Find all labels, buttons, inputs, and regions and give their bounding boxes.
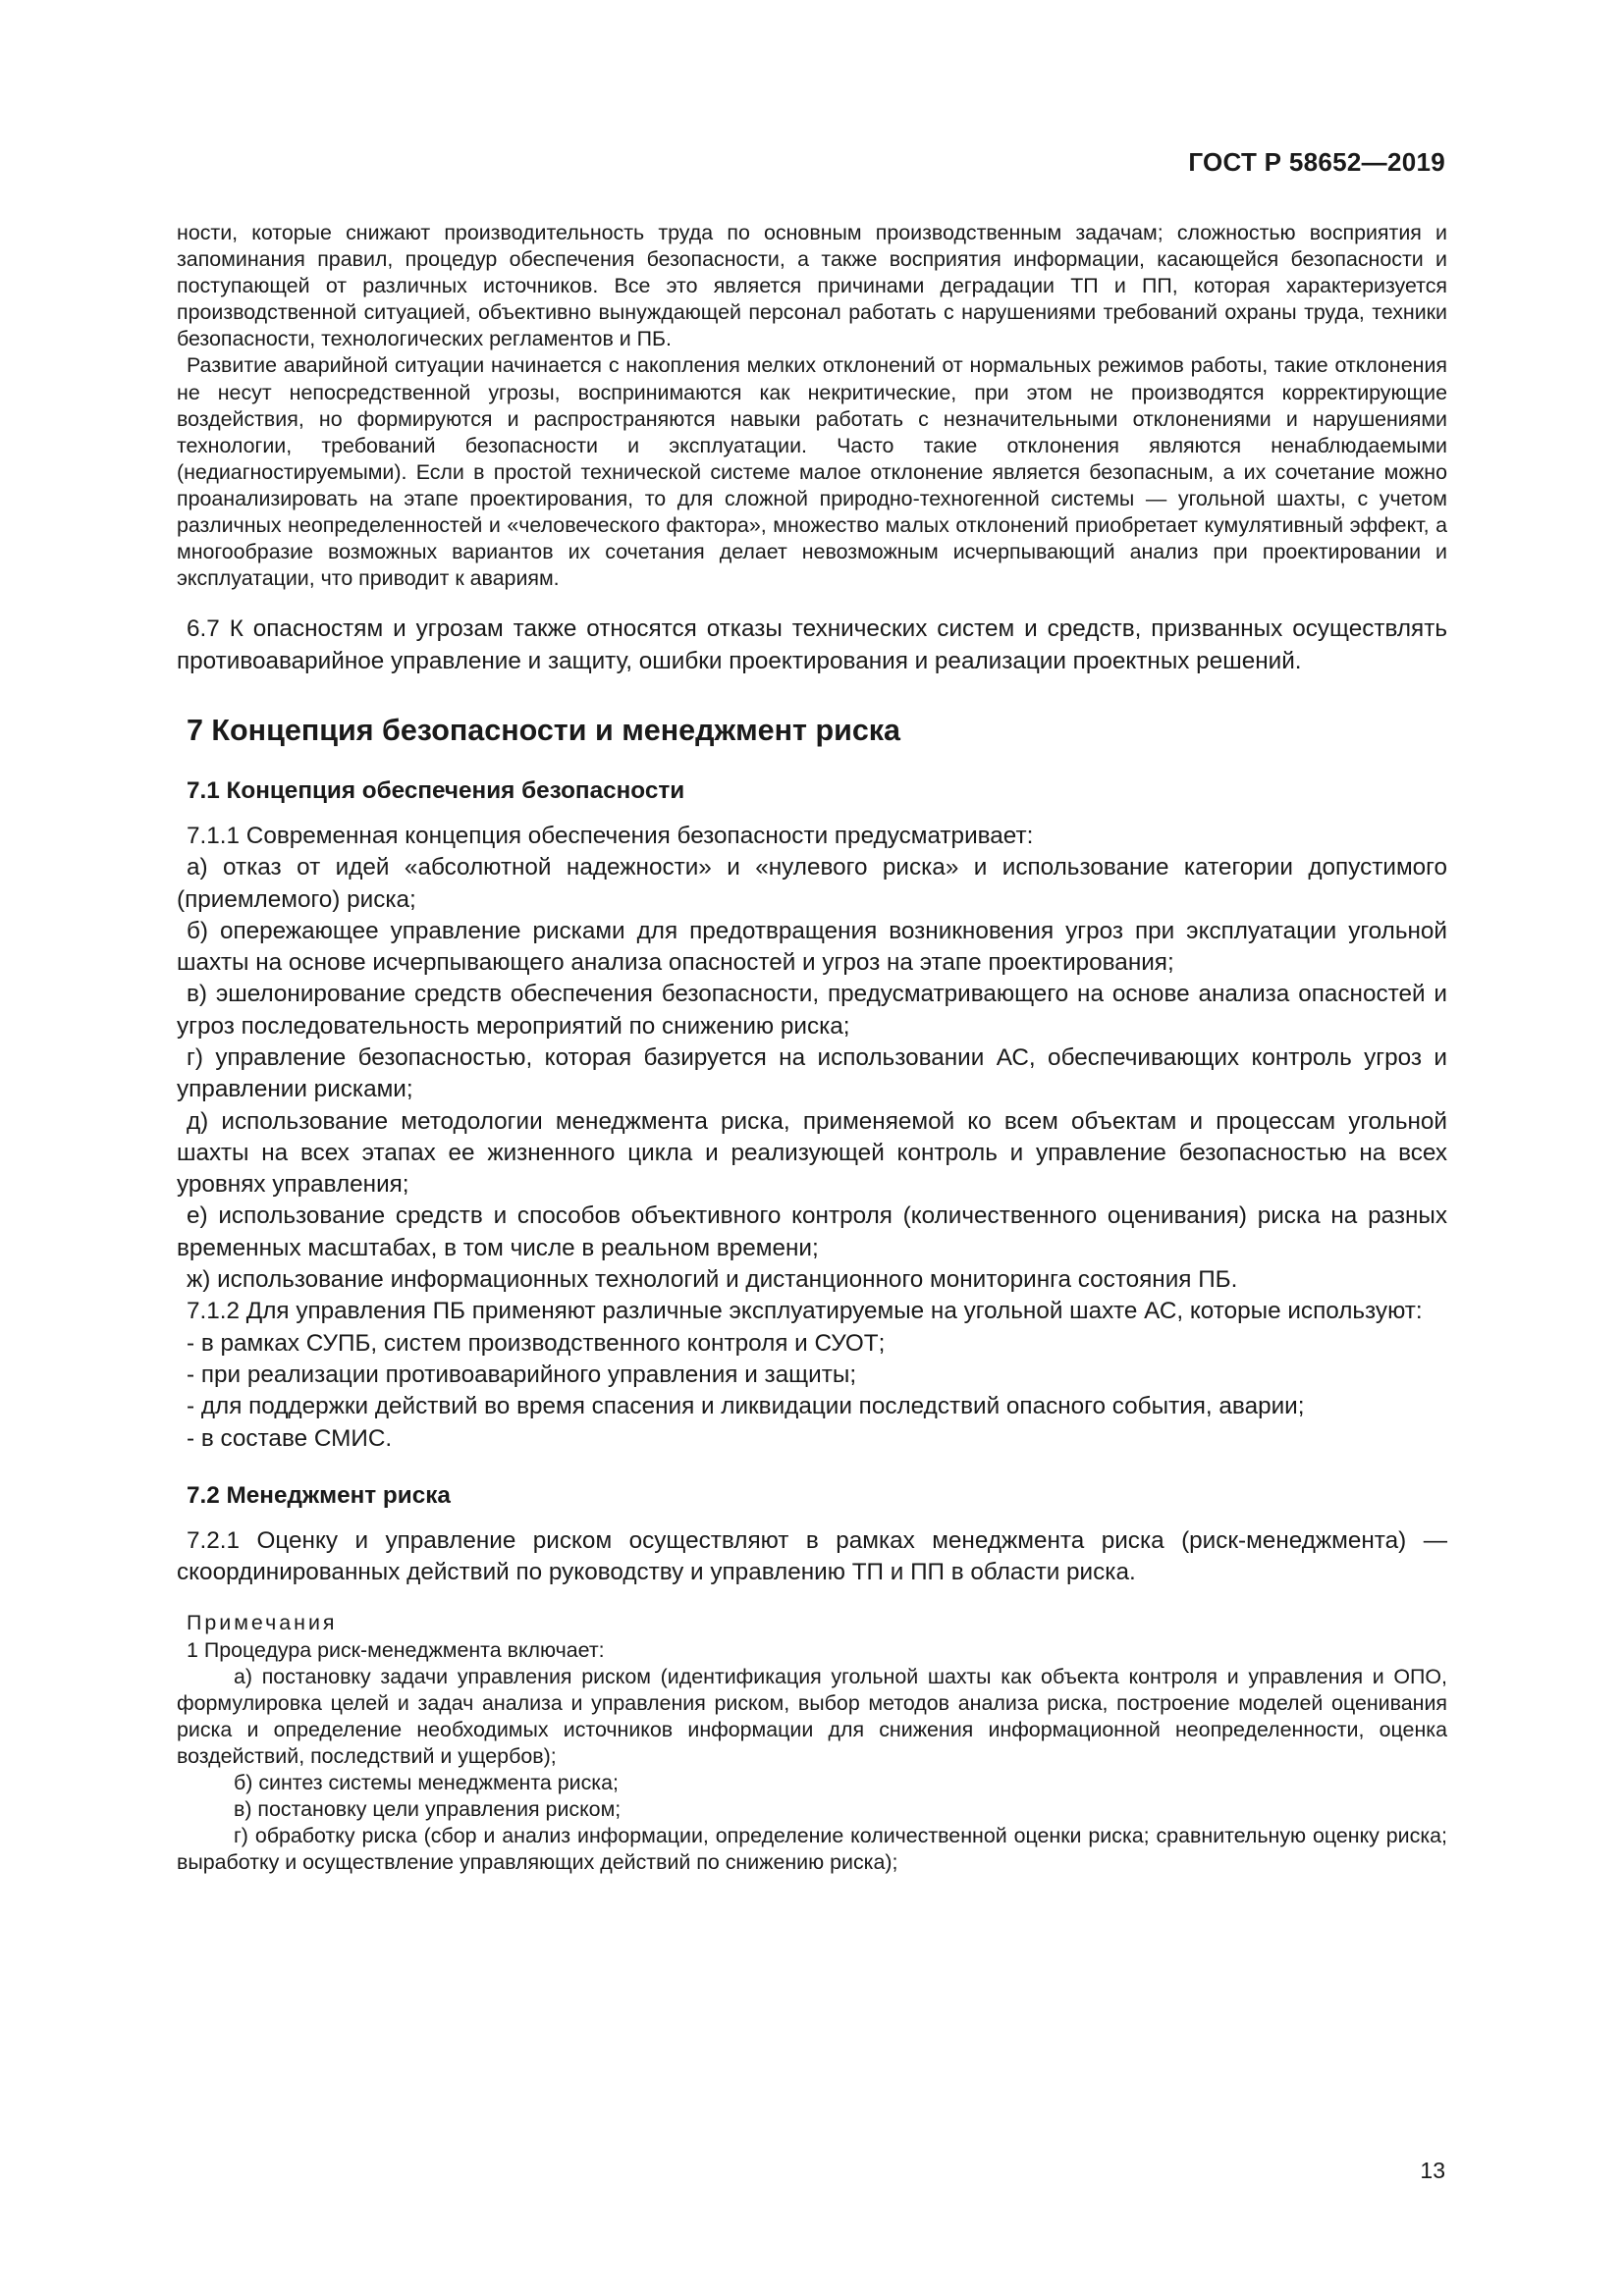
list-item-zh: ж) использование информационных технологий и дистанционного мониторинга состояния ПБ.	[187, 1266, 1238, 1294]
section-7-heading: 7 Концепция безопасности и менеджмент риска	[187, 713, 901, 747]
list-item-d: д) использование методологии менеджмента риска, применяемой ко всем объектам и процессам угольной шахты на всех этапах ее жизненного цикла и реализующей контроль и управление безопасностью на всех уровнях управления;	[177, 1107, 1447, 1199]
list-item-v: в) эшелонирование средств обеспечения безопасности, предусматривающего на основе анализа опасностей и угроз последовательность мероприятий по снижению риска;	[177, 981, 1447, 1040]
note-item-v: в) постановку цели управления риском;	[234, 1797, 622, 1822]
clause-7-1-2: 7.1.2 Для управления ПБ применяют различные эксплуатируемые на угольной шахте АС, которые используют:	[187, 1298, 1423, 1325]
subsection-7-1-heading: 7.1 Концепция обеспечения безопасности	[187, 776, 685, 804]
notes-label: Примечания	[187, 1611, 338, 1635]
page-number: 13	[1420, 2158, 1445, 2183]
note-1: 1 Процедура риск-менеджмента включает:	[187, 1637, 605, 1662]
clause-7-2-1: 7.2.1 Оценку и управление риском осуществляют в рамках менеджмента риска (риск-менеджмента) — скоординированных действий по руководству и управлению ТП и ПП в области риска.	[177, 1526, 1447, 1586]
list-item-e: е) использование средств и способов объективного контроля (количественного оценивания) риска на разных временных масштабах, в том числе в реальном времени;	[177, 1202, 1447, 1261]
clause-7-1-1: 7.1.1 Современная концепция обеспечения безопасности предусматривает:	[187, 822, 1034, 849]
paragraph-continuation: ности, которые снижают производительность труда по основным производственным задачам; сложностью восприятия и запоминания правил, процедур обеспечения безопасности, а также восприятия информации, касающейся безопасности и поступающей от различных источников. Все это является причинами деградации ТП и ПП, которая характеризуется производственной ситуацией, объективно вынуждающей персонал работать с нарушениями требований охраны труда, техники безопасности, технологических регламентов и ПБ.	[177, 221, 1447, 351]
dash-item: - в рамках СУПБ, систем производственного контроля и СУОТ;	[187, 1329, 886, 1357]
list-item-b: б) опережающее управление рисками для предотвращения возникновения угроз при эксплуатации угольной шахты на основе исчерпывающего анализа опасностей и угроз на этапе проектирования;	[177, 917, 1447, 977]
dash-item: - при реализации противоаварийного управления и защиты;	[187, 1361, 857, 1388]
list-item-g: г) управление безопасностью, которая базируется на использовании АС, обеспечивающих контроль угроз и управлении рисками;	[177, 1043, 1447, 1103]
note-item-g: г) обработку риска (сбор и анализ информации, определение количественной оценки риска; сравнительную оценку риска; выработку и осуществление управляющих действий по снижению риска);	[177, 1824, 1447, 1875]
note-item-b: б) синтез системы менеджмента риска;	[234, 1771, 619, 1794]
paragraph-emergency-development: Развитие аварийной ситуации начинается с накопления мелких отклонений от нормальных режимов работы, такие отклонения не несут непосредственной угрозы, воспринимаются как некритические, при этом не производятся корректирующие воздействия, но формируются и распространяются навыки работать с незначительными отклонениями и нарушениями технологии, требований безопасности и эксплуатации. Часто такие отклонения являются ненаблюдаемыми (недиагностируемыми). Если в простой технической системе малое отклонение является безопасным, а их сочетание можно проанализировать на этапе проектирования, то для сложной природно-техногенной системы — угольной шахты, с учетом различных неопределенностей и «человеческого фактора», множество малых отклонений приобретает кумулятивный эффект, а многообразие возможных вариантов их сочетания делает невозможным исчерпывающий анализ при проектировании и эксплуатации, что приводит к авариям.	[177, 353, 1447, 591]
paragraph-6-7: 6.7 К опасностям и угрозам также относятся отказы технических систем и средств, призванных осуществлять противоаварийное управление и защиту, ошибки проектирования и реализации проектных решений.	[177, 615, 1447, 674]
page-body	[177, 220, 1447, 1876]
standard-id-header: ГОСТ Р 58652—2019	[1188, 147, 1445, 177]
dash-item: - в составе СМИС.	[187, 1424, 393, 1452]
dash-item: - для поддержки действий во время спасения и ликвидации последствий опасного события, аварии;	[187, 1393, 1305, 1420]
subsection-7-2-heading: 7.2 Менеджмент риска	[187, 1481, 451, 1509]
note-item-a: а) постановку задачи управления риском (идентификация угольной шахты как объекта контроля и управления и ОПО, формулировка целей и задач анализа и управления риском, выбор методов анализа риска, построение моделей оценивания риска и определение необходимых источников информации для снижения информационной неопределенности, оценка воздействий, последствий и ущербов);	[177, 1664, 1447, 1768]
list-item-a: а) отказ от идей «абсолютной надежности» и «нулевого риска» и использование категории допустимого (приемлемого) риска;	[177, 854, 1447, 913]
